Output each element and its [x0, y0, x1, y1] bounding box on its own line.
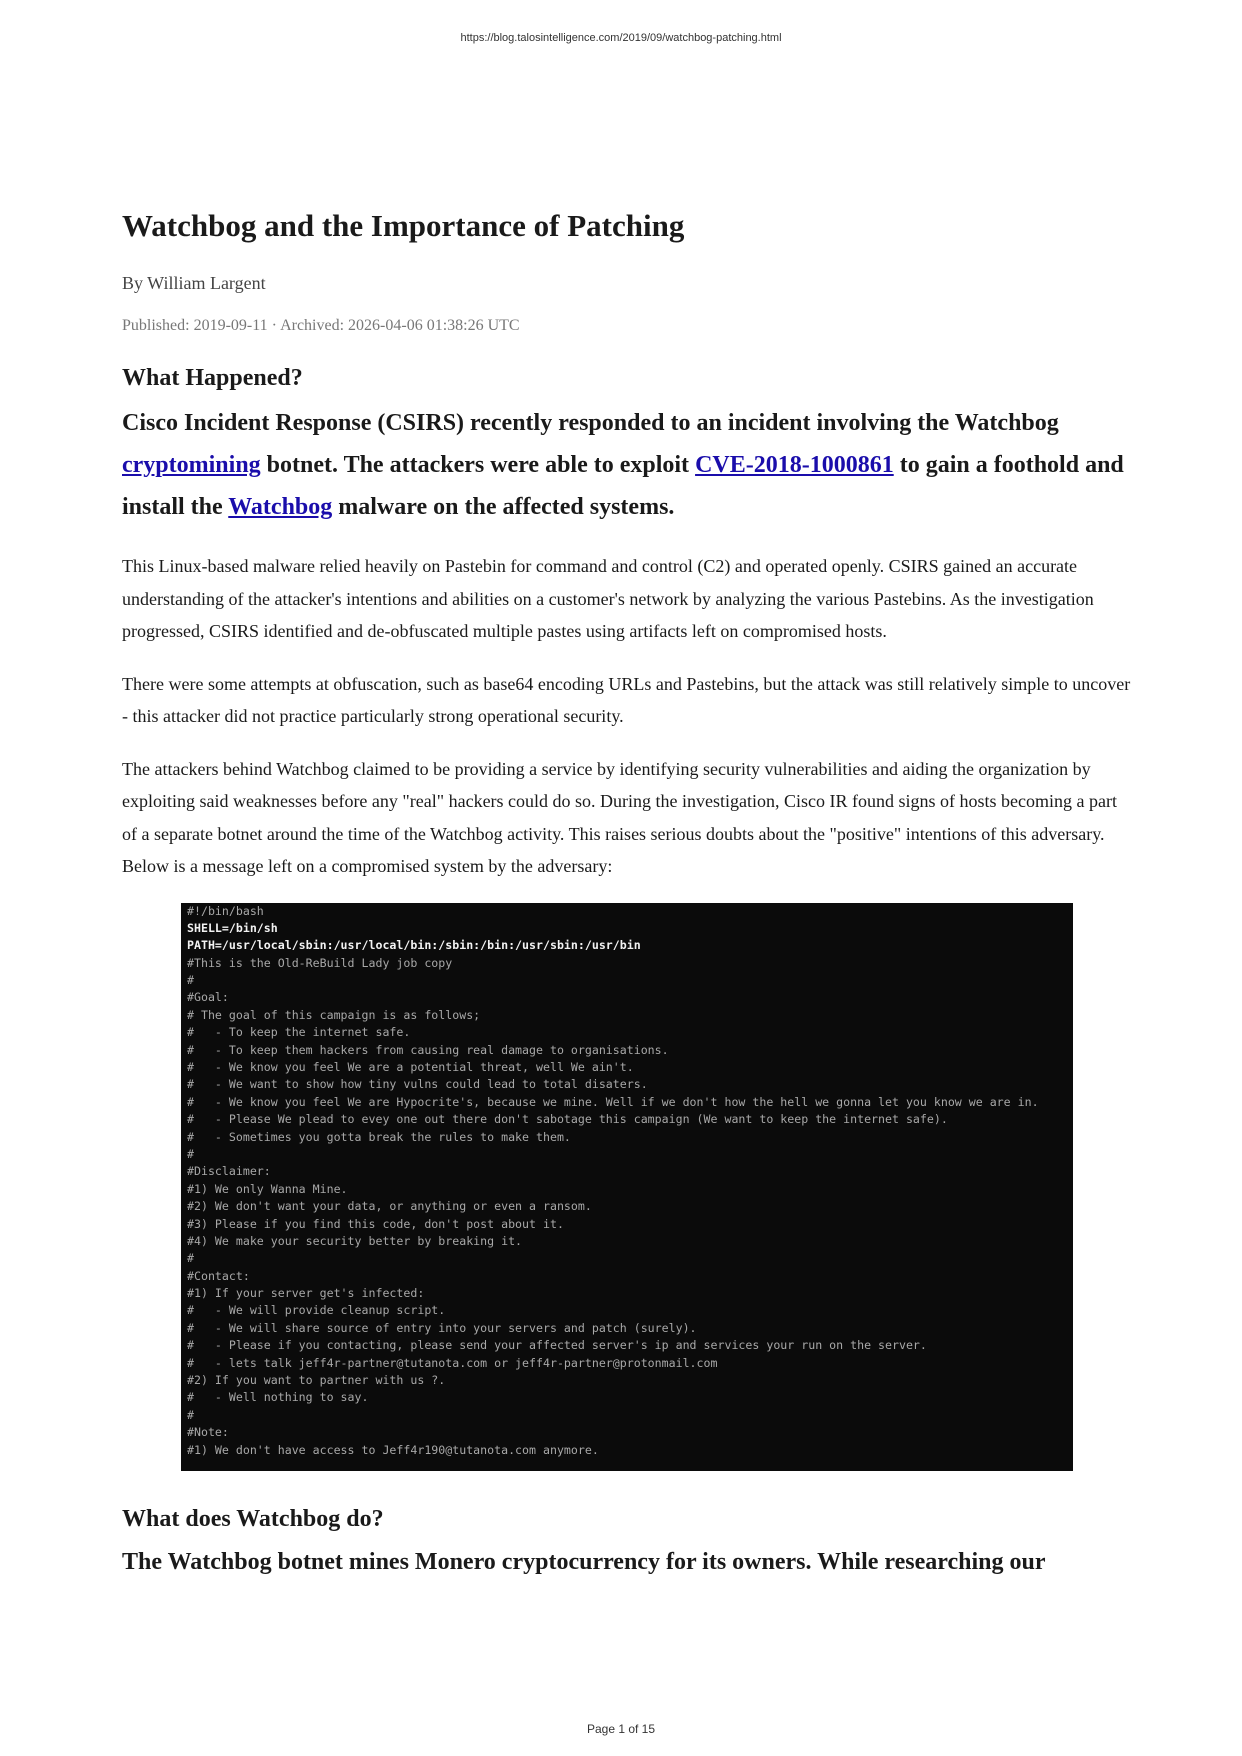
terminal-line: # - To keep the internet safe. — [187, 1025, 411, 1040]
terminal-line: # - Please if you contacting, please send your affected server's ip and services your run on the server. — [187, 1338, 927, 1353]
terminal-line: #1) If your server get's infected: — [187, 1286, 425, 1301]
terminal-line: # The goal of this campaign is as follows; — [187, 1007, 481, 1022]
terminal-line: PATH=/usr/local/sbin:/usr/local/bin:/sbin:/bin:/usr/sbin:/usr/bin — [187, 938, 641, 953]
lead-text: Cisco Incident Response (CSIRS) recently responded to an incident involving the Watchbog — [122, 410, 1059, 436]
terminal-line: #Disclaimer: — [187, 1164, 271, 1179]
terminal-line: # - We will share source of entry into your servers and patch (surely). — [187, 1320, 697, 1335]
terminal-screenshot — [181, 903, 1073, 1471]
terminal-line: #!/bin/bash — [187, 903, 264, 918]
terminal-line: #Contact: — [187, 1268, 250, 1283]
lead-text: to gain a foothold and install the — [122, 452, 1124, 520]
section-heading-what-happened: What Happened? — [122, 365, 303, 391]
terminal-line: # - Well nothing to say. — [187, 1390, 369, 1405]
paragraph: The attackers behind Watchbog claimed to be providing a service by identifying security vulnerabilities and aiding the organization by exploiting said weaknesses before any "real" hackers could do so. During the investigation, Cisco IR found signs of hosts becoming a part of a separate botnet around the time of the Watchbog activity. This raises serious doubts about the "positive" intentions of this adversary. Below is a message left on a compromised system by the adversary: — [122, 758, 1117, 876]
terminal-line: #3) Please if you find this code, don't post about it. — [187, 1216, 564, 1231]
article-meta: Published: 2019-09-11 · Archived: 2026-04-06 01:38:26 UTC — [122, 317, 520, 334]
terminal-line: # — [187, 973, 194, 988]
section-heading-what-does-watchbog-do: What does Watchbog do? — [122, 1505, 384, 1532]
article — [122, 206, 1132, 1583]
link-watchbog[interactable]: Watchbog — [228, 494, 333, 520]
terminal-line: # - lets talk jeff4r-partner@tutanota.com or jeff4r-partner@protonmail.com — [187, 1355, 718, 1370]
terminal-line: #2) We don't want your data, or anything or even a ransom. — [187, 1199, 592, 1214]
terminal-line: # - We want to show how tiny vulns could lead to total disaters. — [187, 1077, 648, 1092]
terminal-line: # - We know you feel We are a potential threat, well We ain't. — [187, 1060, 634, 1075]
terminal-line: # - Please We plead to evey one out there don't sabotage this campaign (We want to keep the internet safe). — [187, 1112, 948, 1127]
paragraph: There were some attempts at obfuscation, such as base64 encoding URLs and Pastebins, but the attack was still relatively simple to uncover - this attacker did not practice particularly strong operational security. — [122, 673, 1131, 726]
section-lead: The Watchbog botnet mines Monero cryptocurrency for its owners. While researching our — [122, 1548, 1046, 1575]
terminal-line: #2) If you want to partner with us ?. — [187, 1373, 446, 1388]
page-url: https://blog.talosintelligence.com/2019/09/watchbog-patching.html — [460, 32, 782, 44]
terminal-line: # — [187, 1146, 194, 1161]
section-lead — [122, 402, 1132, 528]
terminal-line: # — [187, 1251, 194, 1266]
terminal-line: # — [187, 1407, 194, 1422]
link-cryptomining[interactable]: cryptomining — [122, 452, 261, 478]
terminal-line: #4) We make your security better by breaking it. — [187, 1233, 523, 1248]
page-number: Page 1 of 15 — [586, 1722, 656, 1736]
terminal-line: #1) We don't have access to Jeff4r190@tutanota.com anymore. — [187, 1442, 599, 1457]
terminal-line: # - We will provide cleanup script. — [187, 1303, 446, 1318]
terminal-line: SHELL=/bin/sh — [187, 920, 278, 935]
terminal-line: #This is the Old-ReBuild Lady job copy — [187, 955, 453, 970]
terminal-line: # - To keep them hackers from causing real damage to organisations. — [187, 1042, 669, 1057]
lead-text: malware on the affected systems. — [332, 494, 675, 520]
terminal-line: #Note: — [187, 1425, 229, 1440]
terminal-line: #Goal: — [187, 990, 229, 1005]
terminal-line: # - Sometimes you gotta break the rules to make them. — [187, 1129, 571, 1144]
terminal-line: #1) We only Wanna Mine. — [187, 1181, 348, 1196]
lead-text: botnet. The attackers were able to exploit — [260, 452, 696, 478]
link-cve-2018-1000861[interactable]: CVE-2018-1000861 — [695, 452, 894, 478]
article-byline: By William Largent — [122, 273, 266, 293]
paragraph: This Linux-based malware relied heavily on Pastebin for command and control (C2) and operated openly. CSIRS gained an accurate understanding of the attacker's intentions and abilities on a customer's network by analyzing the various Pastebins. As the investigation progressed, CSIRS identified and de-obfuscated multiple pastes using artifacts left on compromised hosts. — [122, 556, 1094, 641]
article-title: Watchbog and the Importance of Patching — [122, 208, 685, 243]
terminal-line: # - We know you feel We are Hypocrite's, because we mine. Well if we don't how the hell we gonna let you know we are in. — [187, 1094, 1039, 1109]
